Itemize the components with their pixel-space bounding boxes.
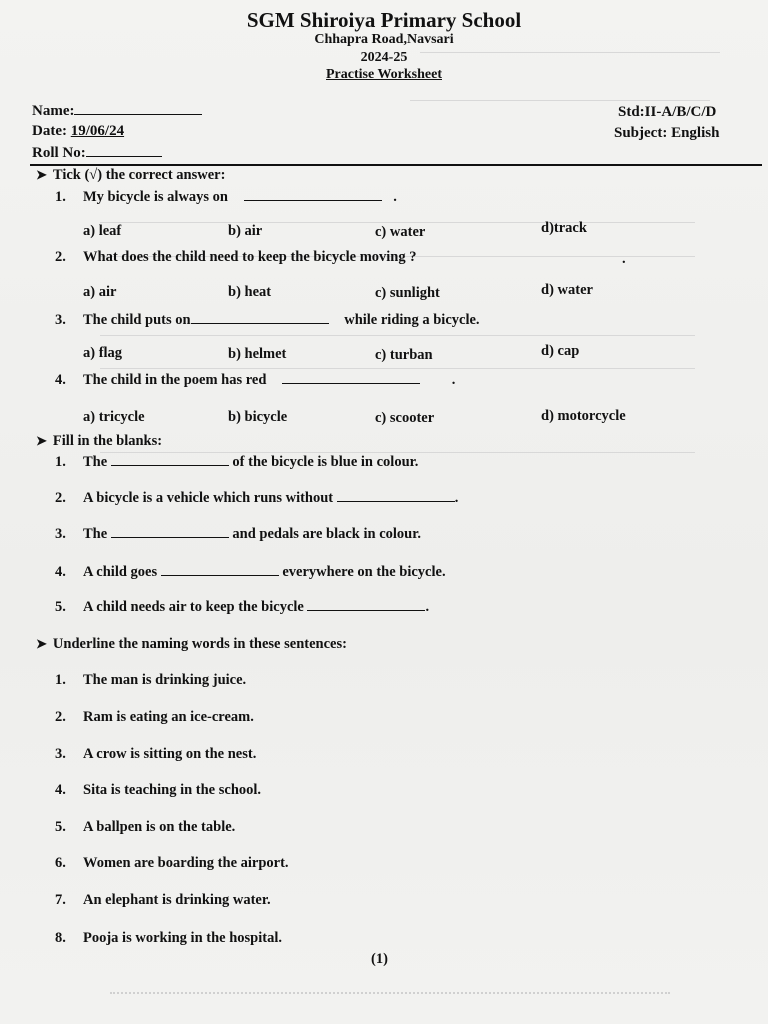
fill-item-3: 3. The and pedals are black in colour.	[55, 526, 421, 542]
option[interactable]: a) leaf	[83, 223, 122, 239]
underline-item-6[interactable]: 6. Women are boarding the airport.	[55, 855, 289, 871]
option[interactable]: b) heat	[228, 284, 272, 300]
header-divider	[30, 164, 762, 166]
answer-blank[interactable]	[111, 453, 229, 466]
tick-question-1: 1. My bicycle is always on .	[55, 189, 397, 205]
school-address: Chhapra Road,Navsari	[314, 32, 454, 47]
arrow-bullet-icon: ➤	[36, 167, 47, 182]
underline-item-8[interactable]: 8. Pooja is working in the hospital.	[55, 930, 282, 946]
option[interactable]: d) cap	[541, 343, 580, 359]
roll-no-field: Roll No:	[32, 144, 162, 162]
fill-item-2: 2. A bicycle is a vehicle which runs without .	[55, 490, 459, 506]
fill-item-5: 5. A child needs air to keep the bicycle .	[55, 599, 430, 615]
tick-section-heading: ➤ Tick (√) the correct answer:	[36, 167, 226, 183]
fill-item-4: 4. A child goes everywhere on the bicycle.	[55, 564, 446, 580]
option[interactable]: c) sunlight	[375, 285, 440, 301]
underline-item-1[interactable]: 1. The man is drinking juice.	[55, 672, 247, 688]
underline-section-heading: ➤ Underline the naming words in these sentences:	[36, 636, 347, 652]
option[interactable]: a) flag	[83, 345, 123, 361]
answer-blank[interactable]	[111, 525, 229, 538]
academic-year: 2024-25	[360, 50, 408, 65]
underline-item-4[interactable]: 4. Sita is teaching in the school.	[55, 782, 262, 798]
name-field: Name:	[32, 102, 202, 120]
arrow-bullet-icon: ➤	[36, 433, 47, 448]
option[interactable]: d) water	[541, 282, 593, 298]
standard-label: Std:II-A/B/C/D	[618, 104, 717, 120]
bleed-through-line	[100, 335, 695, 336]
school-name: SGM Shiroiya Primary School	[246, 8, 522, 32]
arrow-bullet-icon: ➤	[36, 636, 47, 651]
page-number: (1)	[371, 951, 388, 967]
answer-blank[interactable]	[337, 489, 455, 502]
option[interactable]: a) tricycle	[83, 409, 145, 425]
tick-question-2: 2. What does the child need to keep the bicycle moving ?	[55, 249, 417, 265]
option[interactable]: b) air	[228, 223, 263, 239]
option[interactable]: c) turban	[375, 347, 433, 363]
option[interactable]: a) air	[83, 284, 117, 300]
subject-label: Subject: English	[614, 125, 720, 141]
question-2-end-dot: .	[622, 251, 626, 267]
bleed-through-line	[100, 368, 695, 369]
date-field: Date: 19/06/24	[32, 123, 125, 139]
option[interactable]: c) water	[375, 224, 426, 240]
tick-question-4: 4. The child in the poem has red .	[55, 372, 456, 388]
underline-item-5[interactable]: 5. A ballpen is on the table.	[55, 819, 236, 835]
option[interactable]: c) scooter	[375, 410, 435, 426]
answer-blank[interactable]	[307, 598, 425, 611]
fill-section-heading: ➤ Fill in the blanks:	[36, 433, 163, 449]
tick-question-3: 3. The child puts on while riding a bicycle.	[55, 312, 480, 328]
bleed-through-line	[410, 100, 710, 101]
option[interactable]: b) bicycle	[228, 409, 288, 425]
answer-blank[interactable]	[161, 563, 279, 576]
option[interactable]: d) motorcycle	[541, 408, 626, 424]
bleed-through-line	[100, 222, 695, 223]
underline-item-7[interactable]: 7. An elephant is drinking water.	[55, 892, 271, 908]
underline-item-3[interactable]: 3. A crow is sitting on the nest.	[55, 746, 257, 762]
option[interactable]: b) helmet	[228, 346, 287, 362]
fill-item-1: 1. The of the bicycle is blue in colour.	[55, 454, 419, 470]
underline-item-2[interactable]: 2. Ram is eating an ice-cream.	[55, 709, 254, 725]
worksheet-title: Practise Worksheet	[326, 67, 442, 82]
option[interactable]: d)track	[541, 220, 587, 236]
bottom-dotted-border	[110, 992, 670, 997]
